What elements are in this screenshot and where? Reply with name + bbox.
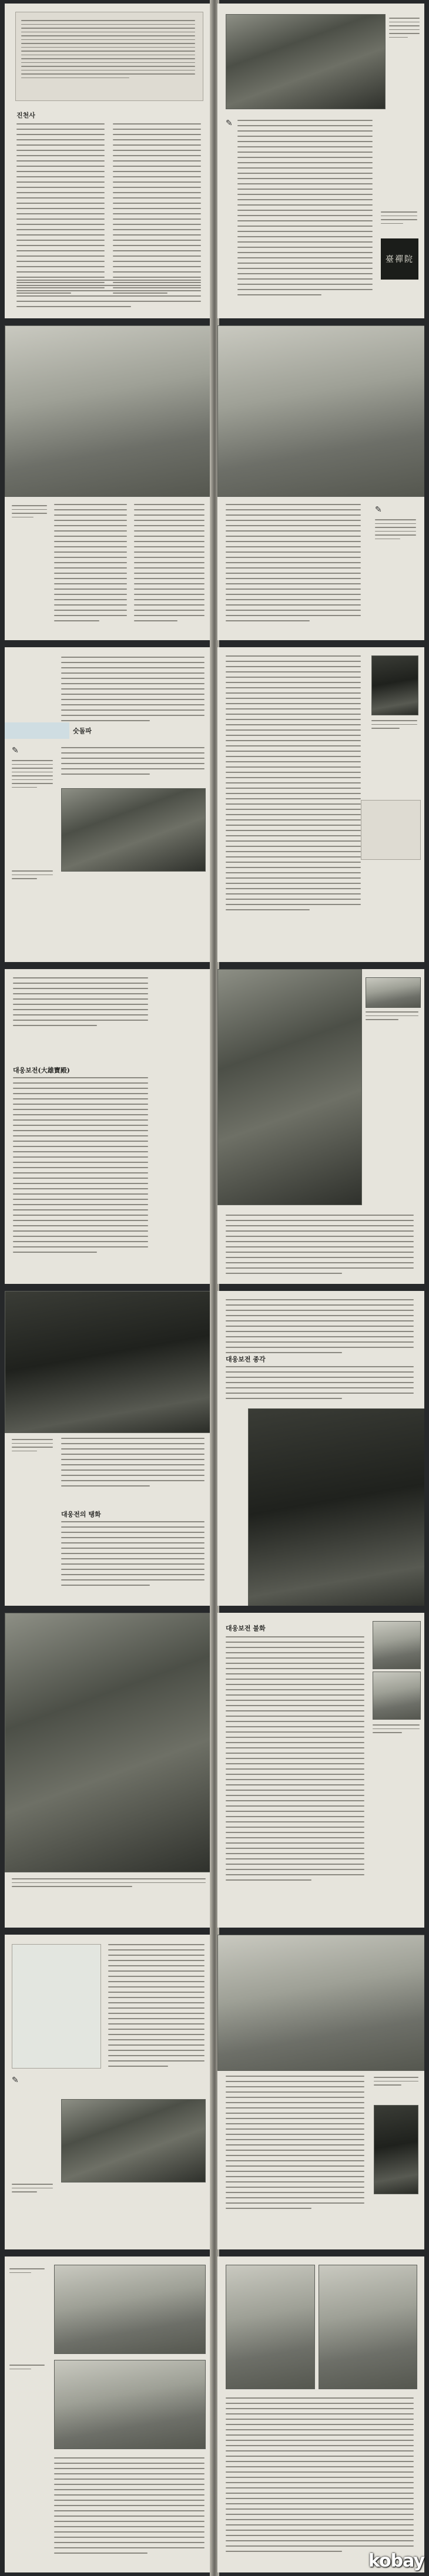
stele-photo — [374, 2105, 418, 2194]
page-right — [217, 4, 424, 318]
side-note — [375, 519, 416, 542]
body-text-top — [13, 977, 148, 1030]
spread-7 — [0, 1931, 429, 2253]
body-text-col2 — [134, 504, 205, 625]
stone-lantern-photo — [371, 655, 418, 715]
photo-caption — [12, 1878, 206, 1890]
note-pen-icon: ✎ — [226, 119, 233, 128]
body-text — [226, 504, 361, 625]
body-text — [108, 1944, 205, 2071]
note-pen-icon: ✎ — [12, 746, 19, 755]
page-right — [217, 325, 424, 640]
body-text-col1 — [16, 123, 105, 298]
temple-roof-photo — [5, 1291, 212, 1433]
diagram-box — [361, 800, 421, 860]
spread-2 — [0, 322, 429, 644]
buddha-relief-photo-2 — [373, 1672, 421, 1720]
body-text-col1 — [54, 504, 127, 625]
section-heading: 대웅보전 불화 — [226, 1625, 266, 1632]
body-text-col2 — [113, 123, 201, 298]
body-text — [13, 1077, 148, 1257]
spread-8 — [0, 2253, 429, 2576]
painting-photo-2 — [54, 2360, 206, 2449]
body-text — [61, 1438, 205, 1491]
page-left — [5, 969, 212, 1284]
body-text-bottom — [16, 280, 201, 311]
page-left — [5, 1935, 212, 2249]
section-heading: 대웅보전 종각 — [226, 1356, 266, 1363]
spread-4 — [0, 966, 429, 1287]
photo-caption — [12, 505, 47, 520]
buddha-relief-photo-1 — [373, 1621, 421, 1669]
page-right — [217, 1291, 424, 1606]
body-text-2 — [61, 1521, 205, 1590]
photo-caption-2 — [9, 2365, 45, 2372]
photo-caption — [374, 2077, 418, 2089]
caption-lines — [389, 18, 420, 41]
body-text — [226, 1636, 364, 1885]
temple-bell-photo — [248, 1408, 424, 1606]
photo-caption-1 — [9, 2268, 45, 2276]
photo-caption — [12, 2184, 53, 2195]
pagoda-photo — [5, 1613, 212, 1872]
body-text — [226, 655, 361, 914]
body-text-2 — [226, 1366, 414, 1403]
page-right — [217, 2256, 424, 2572]
temple-photo — [226, 14, 386, 109]
spread-5 — [0, 1287, 429, 1609]
painting-photo-1 — [54, 2265, 206, 2354]
page-left — [5, 4, 212, 318]
body-text — [226, 1215, 414, 1278]
note-pen-icon: ✎ — [12, 2076, 19, 2085]
body-text — [226, 2397, 414, 2556]
temple-panorama-left — [5, 325, 212, 497]
pavilion-photo — [61, 788, 206, 872]
site-logo: kobay — [368, 2551, 424, 2571]
mountain-photo — [217, 1935, 424, 2071]
page-right — [217, 1935, 424, 2249]
photo-caption-block — [389, 18, 420, 53]
page-left — [5, 647, 212, 962]
side-note — [12, 760, 53, 791]
gate-photo — [61, 2099, 206, 2182]
side-caption — [381, 211, 417, 227]
photo-caption — [373, 1724, 420, 1736]
section-heading: 대웅전의 탱화 — [61, 1511, 101, 1518]
intro-text — [21, 20, 195, 81]
temple-panorama-right — [217, 325, 424, 497]
body-text — [61, 747, 205, 779]
body-text — [226, 1299, 414, 1357]
photo-caption — [12, 870, 53, 882]
body-text — [237, 120, 373, 300]
section-band — [5, 722, 69, 739]
page-right — [217, 1613, 424, 1928]
stone-pagoda-photo — [217, 969, 362, 1205]
body-text-top — [61, 657, 205, 725]
page-left — [5, 325, 212, 640]
mural-photo-2 — [319, 2265, 417, 2389]
spread-6 — [0, 1609, 429, 1931]
photo-caption — [371, 720, 417, 732]
note-pen-icon: ✎ — [375, 505, 382, 514]
section-heading: 대웅보전(大雄寶殿) — [13, 1067, 70, 1074]
page-right — [217, 969, 424, 1284]
mural-photo-1 — [226, 2265, 315, 2389]
page-left — [5, 2256, 212, 2572]
spread-1 — [0, 0, 429, 322]
section-heading: 진천사 — [16, 112, 35, 119]
route-map — [12, 1944, 101, 2069]
body-text — [54, 2457, 205, 2558]
body-text — [226, 2076, 364, 2213]
page-right — [217, 647, 424, 962]
photo-caption — [12, 1439, 53, 1454]
spread-3 — [0, 644, 429, 966]
page-left — [5, 1613, 212, 1928]
signboard-photo: 臺禪院 — [381, 238, 418, 280]
section-heading: 숫돌파 — [73, 727, 92, 735]
photo-caption — [366, 1011, 418, 1023]
page-left — [5, 1291, 212, 1606]
detail-photo — [366, 977, 421, 1008]
